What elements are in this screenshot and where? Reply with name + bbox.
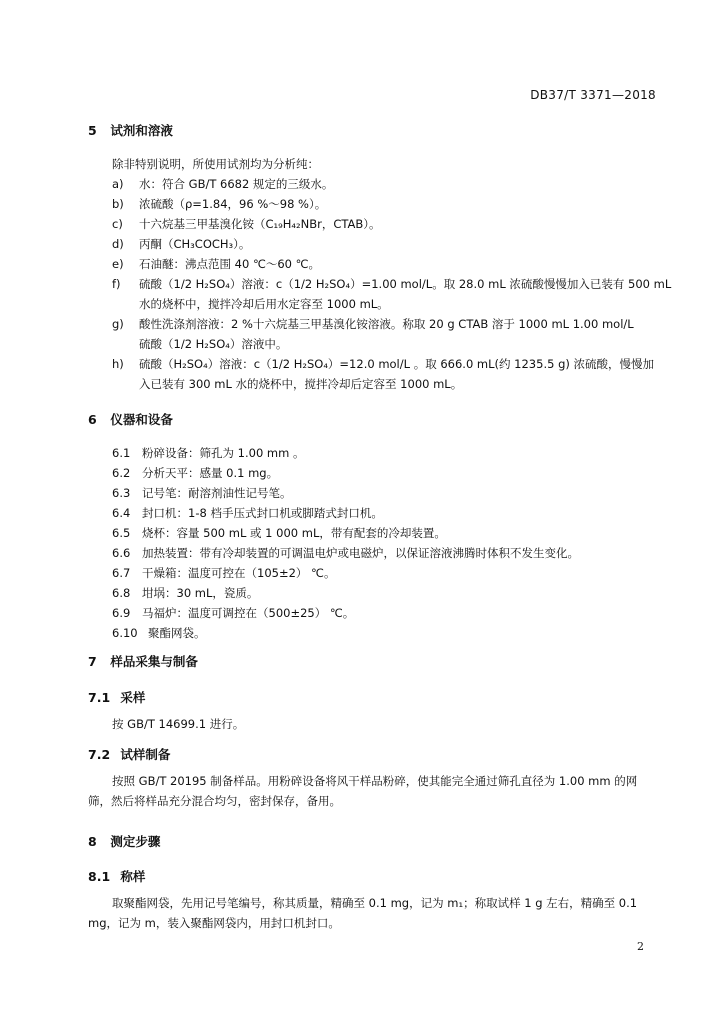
section-5-heading	[88, 121, 173, 139]
section-8-heading	[88, 832, 160, 850]
section-6-heading	[88, 410, 173, 428]
list-item: h) 硫酸（H₂SO₄）溶液：c（1/2 H₂SO₄）=12.0 mol/L 。取 666.0 mL(约 1235.5 g) 浓硫酸，慢慢加	[112, 357, 655, 371]
section-number: 6	[88, 412, 97, 427]
subsection-7-2-heading: 7.2 试样制备	[88, 747, 171, 762]
list-item: g) 酸性洗涤剂溶液：2 %十六烷基三甲基溴化铵溶液。称取 20 g CTAB 溶于 1000 mL 1.00 mol/L	[112, 317, 634, 331]
list-item: c) 十六烷基三甲基溴化铵（C₁₉H₄₂NBr，CTAB）。	[112, 217, 381, 231]
section-title: 样品采集与制备	[110, 654, 198, 669]
list-item: 6.7 干燥箱：温度可控在（105±2） ℃。	[112, 566, 336, 580]
subsection-7-2-text: 按照 GB/T 20195 制备样品。用粉碎设备将风干样品粉碎，使其能完全通过筛孔直径为 1.00 mm 的网筛，然后将样品充分混合均匀，密封保存，备用。	[88, 774, 638, 808]
list-item: e) 石油醚：沸点范围 40 ℃～60 ℃。	[112, 257, 321, 271]
section-title: 试剂和溶液	[110, 123, 173, 138]
section-title: 仪器和设备	[110, 412, 173, 427]
section-number: 7	[88, 654, 97, 669]
list-item: 6.6 加热装置：带有冷却装置的可调温电炉或电磁炉，以保证溶液沸腾时体积不发生变化。	[112, 546, 579, 560]
page-number: 2	[637, 940, 644, 953]
section-number: 5	[88, 123, 97, 138]
subsection-8-1-text: 取聚酯网袋，先用记号笔编号，称其质量，精确至 0.1 mg，记为 m₁；称取试样 1 g 左右，精确至 0.1 mg，记为 m，装入聚酯网袋内，用封口机封口。	[88, 896, 638, 930]
document-code: DB37/T 3371—2018	[530, 88, 656, 102]
list-item: 6.10 聚酯网袋。	[112, 626, 206, 640]
list-item: 6.3 记号笔：耐溶剂油性记号笔。	[112, 486, 292, 500]
section-title: 测定步骤	[110, 834, 161, 849]
list-item: a) 水：符合 GB/T 6682 规定的三级水。	[112, 177, 334, 191]
list-item: 6.2 分析天平：感量 0.1 mg。	[112, 466, 279, 480]
list-item: 6.8 坩埚：30 mL，瓷质。	[112, 586, 259, 600]
list-item-continuation: 入已装有 300 mL 水的烧杯中，搅拌冷却后定容至 1000 mL。	[139, 377, 463, 391]
list-item: f) 硫酸（1/2 H₂SO₄）溶液：c（1/2 H₂SO₄）=1.00 mol/L。取 28.0 mL 浓硫酸慢慢加入已装有 500 mL	[112, 277, 672, 291]
list-item-continuation: 硫酸（1/2 H₂SO₄）溶液中。	[139, 337, 288, 351]
section-number: 8	[88, 834, 97, 849]
subsection-8-1-heading: 8.1 称样	[88, 869, 146, 884]
list-item: 6.9 马福炉：温度可调控在（500±25） ℃。	[112, 606, 355, 620]
list-item: 6.4 封口机：1-8 档手压式封口机或脚踏式封口机。	[112, 506, 383, 520]
subsection-7-1-heading: 7.1 采样	[88, 690, 146, 705]
subsection-7-1-text: 按 GB/T 14699.1 进行。	[112, 717, 245, 731]
list-item: d) 丙酮（CH₃COCH₃）。	[112, 237, 251, 251]
list-item: 6.1 粉碎设备：筛孔为 1.00 mm 。	[112, 446, 305, 460]
list-item-continuation: 水的烧杯中，搅拌冷却后用水定容至 1000 mL。	[139, 297, 389, 311]
section-7-heading	[88, 652, 198, 670]
list-item: 6.5 烧杯：容量 500 mL 或 1 000 mL，带有配套的冷却装置。	[112, 526, 446, 540]
section-5-intro: 除非特别说明，所使用试剂均为分析纯：	[112, 157, 319, 171]
list-item: b) 浓硫酸（ρ=1.84，96 %～98 %）。	[112, 197, 327, 211]
